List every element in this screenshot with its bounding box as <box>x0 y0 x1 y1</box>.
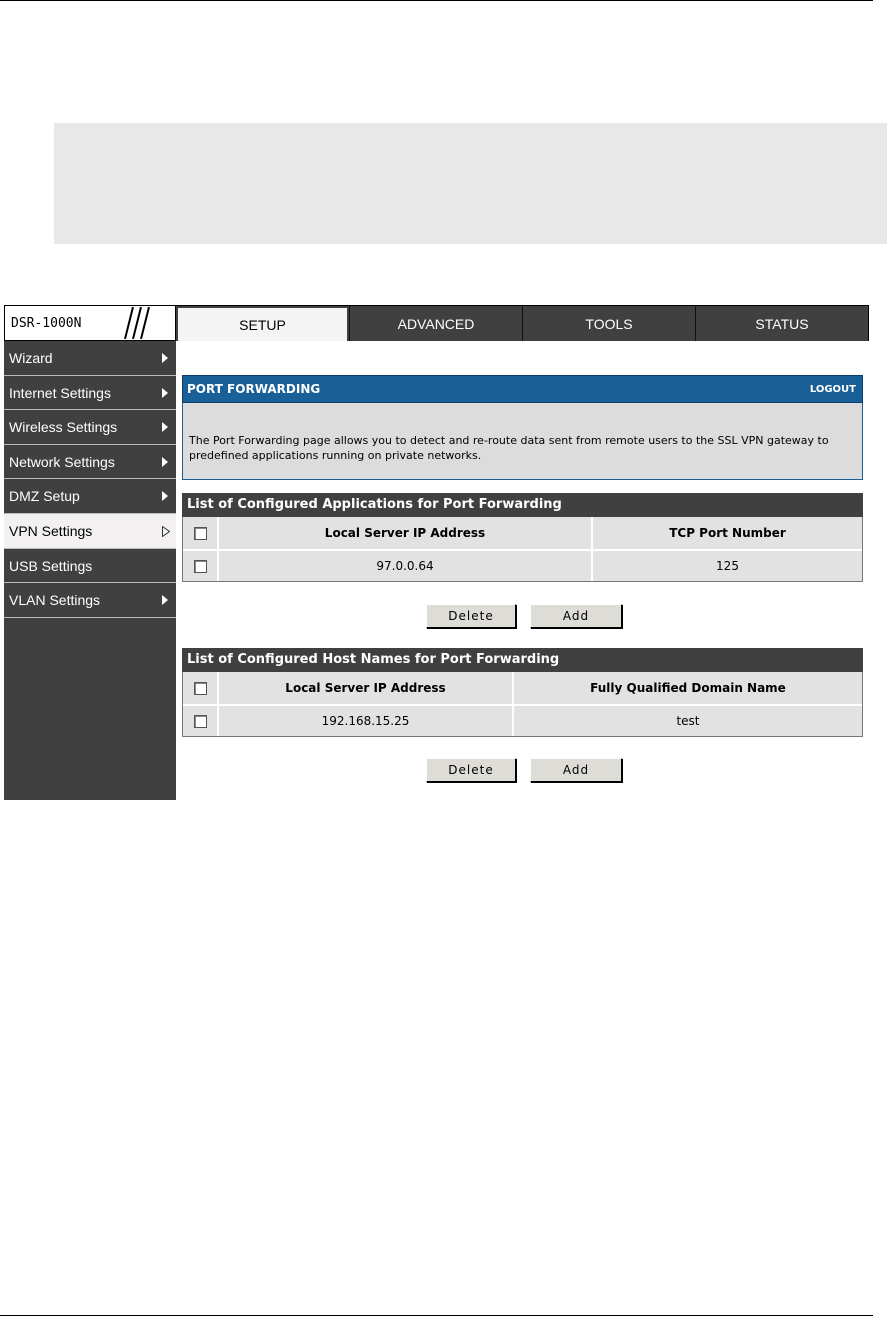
column-header: TCP Port Number <box>591 517 862 549</box>
add-host-button[interactable]: Add <box>530 758 622 782</box>
local-server-ip: 97.0.0.64 <box>217 551 591 581</box>
brand-model: DSR-1000N <box>11 316 82 331</box>
sidebar-item-label: Wizard <box>9 350 53 366</box>
row-checkbox[interactable] <box>194 715 207 728</box>
brand-box <box>4 305 176 341</box>
document-top-rule <box>0 0 873 1</box>
page-description: The Port Forwarding page allows you to detect and re-route data sent from remote users to the SSL VPN gateway to predefined applications running on private networks. <box>182 403 863 480</box>
top-tabs <box>176 305 869 341</box>
applications-list-title: List of Configured Applications for Port Forwarding <box>182 493 863 517</box>
sidebar-item-label: Wireless Settings <box>9 419 118 436</box>
column-header: Local Server IP Address <box>217 517 591 549</box>
select-all-cell <box>183 672 217 704</box>
port-forwarding-header <box>182 375 863 403</box>
select-all-checkbox[interactable] <box>194 527 207 540</box>
add-application-button[interactable]: Add <box>530 604 622 628</box>
arrow-right-icon <box>162 388 168 398</box>
sidebar-item-internet-settings[interactable] <box>4 376 176 411</box>
row-select-cell <box>183 706 217 736</box>
tab-tools[interactable]: TOOLS <box>522 306 695 341</box>
hosts-list-title: List of Configured Host Names for Port Forwarding <box>182 648 863 672</box>
select-all-checkbox[interactable] <box>194 682 207 695</box>
row-checkbox[interactable] <box>194 560 207 573</box>
local-server-ip: 192.168.15.25 <box>217 706 512 736</box>
sidebar <box>4 341 176 800</box>
sidebar-item-label: VPN Settings <box>9 522 93 539</box>
fully-qualified-domain-name: test <box>512 706 862 736</box>
brand-slashes-icon <box>115 307 155 339</box>
table-row <box>183 704 862 736</box>
arrow-right-icon <box>162 457 168 467</box>
delete-application-button[interactable]: Delete <box>426 604 516 628</box>
arrow-right-outline-icon <box>162 526 170 537</box>
tab-advanced[interactable]: ADVANCED <box>349 306 522 341</box>
logout-link[interactable]: LOGOUT <box>809 384 856 395</box>
delete-host-button[interactable]: Delete <box>426 758 516 782</box>
sidebar-item-usb-settings[interactable] <box>4 549 176 584</box>
sidebar-item-label: Network Settings <box>9 453 115 470</box>
sidebar-item-network-settings[interactable] <box>4 445 176 480</box>
applications-table <box>182 517 863 582</box>
tab-status[interactable]: STATUS <box>695 306 868 341</box>
document-gray-box <box>54 123 887 244</box>
sidebar-item-vpn-settings[interactable] <box>4 514 176 549</box>
table-header-row <box>183 672 862 704</box>
tab-setup[interactable]: SETUP <box>176 306 349 341</box>
tcp-port-number: 125 <box>591 551 862 581</box>
sidebar-item-wireless-settings[interactable] <box>4 410 176 445</box>
sidebar-item-wizard[interactable] <box>4 341 176 376</box>
arrow-right-icon <box>162 353 168 363</box>
table-header-row <box>183 517 862 549</box>
sidebar-item-label: USB Settings <box>9 557 93 574</box>
sidebar-item-label: DMZ Setup <box>9 488 80 505</box>
sidebar-item-label: VLAN Settings <box>9 592 101 609</box>
table-row <box>183 549 862 581</box>
sidebar-item-vlan-settings[interactable] <box>4 583 176 618</box>
column-header: Local Server IP Address <box>217 672 512 704</box>
hosts-table <box>182 672 863 737</box>
document-bottom-rule <box>0 1315 873 1316</box>
select-all-cell <box>183 517 217 549</box>
arrow-right-icon <box>162 422 168 432</box>
router-ui <box>4 305 869 800</box>
arrow-right-icon <box>162 491 168 501</box>
sidebar-item-dmz-setup[interactable] <box>4 479 176 514</box>
arrow-right-icon <box>162 595 168 605</box>
sidebar-item-label: Internet Settings <box>9 384 111 401</box>
row-select-cell <box>183 551 217 581</box>
page-title: PORT FORWARDING <box>187 382 321 396</box>
column-header: Fully Qualified Domain Name <box>512 672 862 704</box>
main-content <box>176 341 869 800</box>
